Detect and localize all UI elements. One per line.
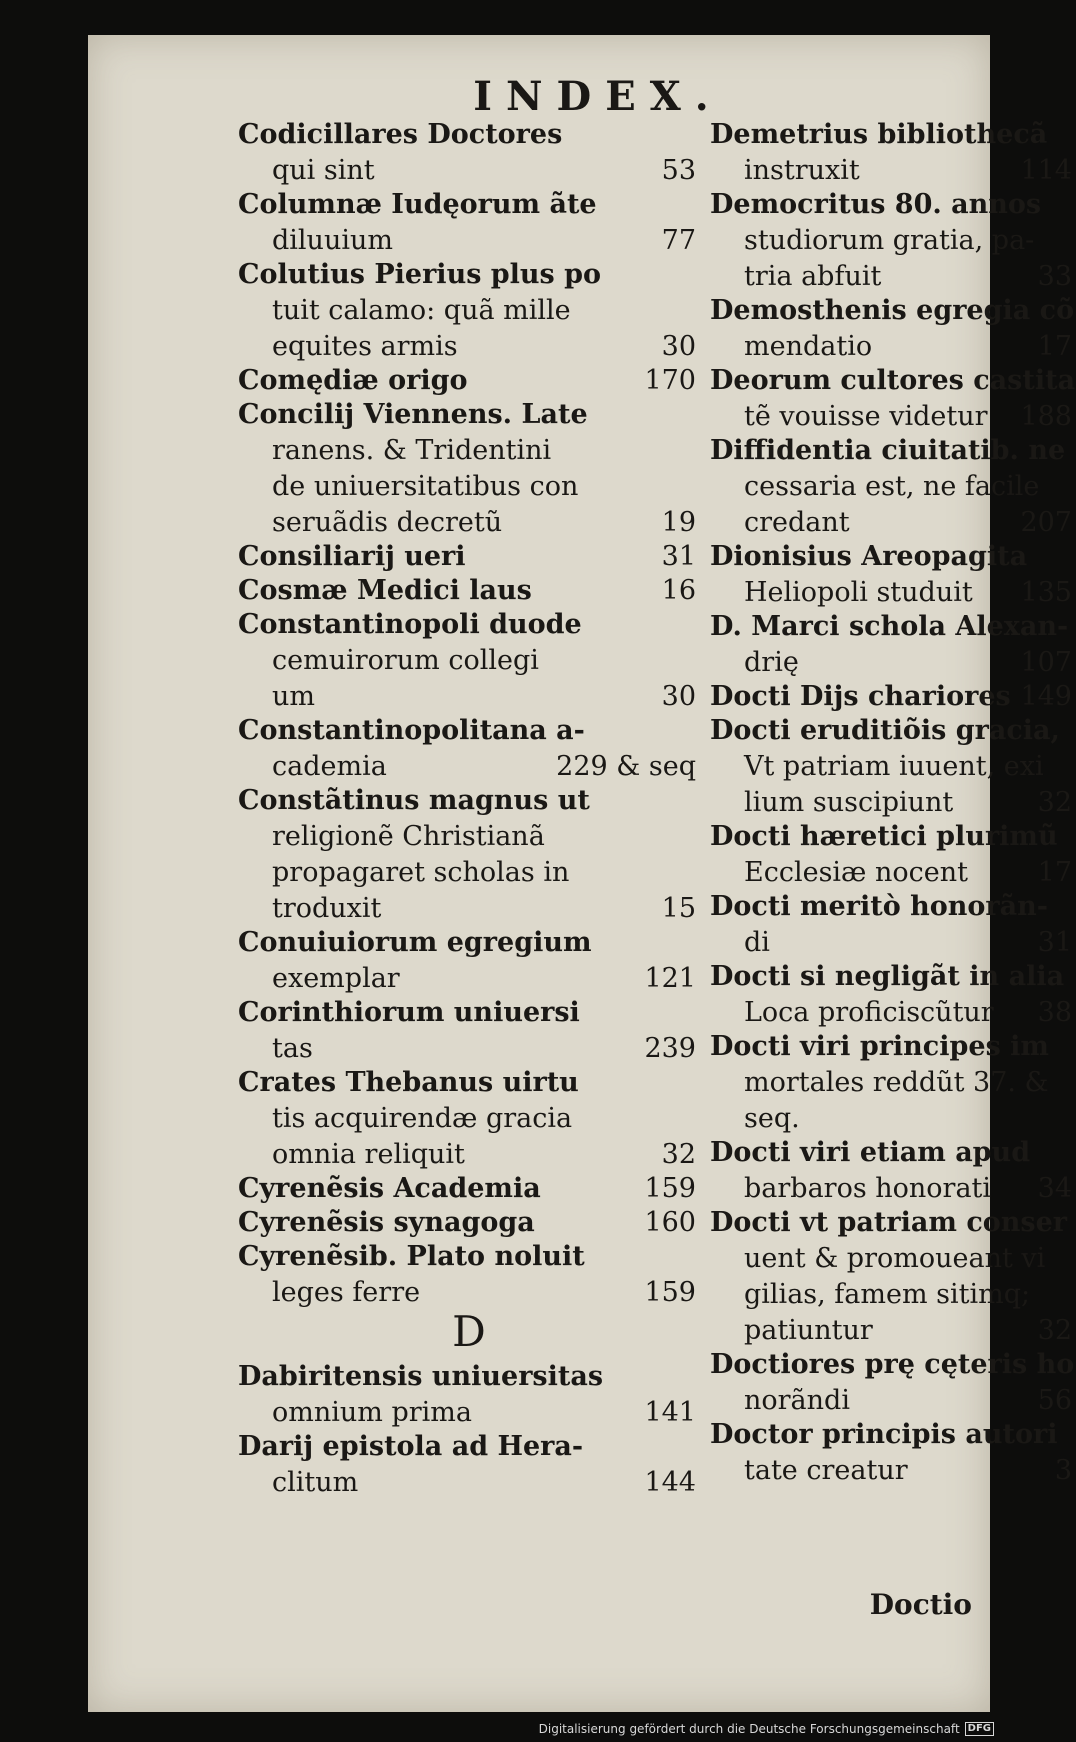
entry-text: seruãdis decretũ xyxy=(272,507,503,538)
entry-page-number: 159 xyxy=(644,1173,696,1204)
entry-text: Colutius Pierius plus po xyxy=(238,259,602,290)
entry-text: norãndi xyxy=(744,1385,850,1416)
entry-continuation-line xyxy=(710,1171,1076,1207)
entry-text: Docti Dijs chariores xyxy=(710,681,1011,712)
entry-text: Docti viri principes im xyxy=(710,1031,1049,1062)
entry-page-number: 32 xyxy=(1037,1315,1072,1346)
index-entry xyxy=(238,397,700,541)
entry-text: Docti vt patriam conser xyxy=(710,1207,1068,1238)
entry-text: drię xyxy=(744,647,799,678)
entry-text: omnia reliquit xyxy=(272,1139,465,1170)
entry-page-number: 114 xyxy=(1020,155,1072,186)
index-entry xyxy=(710,293,1076,365)
catchword: Doctio xyxy=(869,1588,972,1621)
entry-text: Democritus 80. annos xyxy=(710,189,1042,220)
entry-text: Darij epistola ad Hera- xyxy=(238,1431,584,1462)
entry-continuation-line xyxy=(710,1065,1076,1101)
entry-continuation-line xyxy=(710,153,1076,189)
entry-page-number: 30 xyxy=(661,681,696,712)
entry-text: D. Marci schola Alexan- xyxy=(710,611,1069,642)
entry-text: cademia xyxy=(272,751,387,782)
entry-page-number: 160 xyxy=(644,1207,696,1238)
entry-page-number: 17 xyxy=(1037,331,1072,362)
entry-headword-line xyxy=(710,1417,1076,1453)
entry-text: cemuirorum collegi xyxy=(272,645,539,676)
entry-text: instruxit xyxy=(744,155,860,186)
entry-headword-line xyxy=(710,433,1076,469)
entry-page-number: 239 xyxy=(644,1033,696,1064)
entry-headword-line xyxy=(710,1347,1076,1383)
index-entry xyxy=(238,925,700,997)
entry-text: uent & promoueant vi xyxy=(744,1243,1046,1274)
entry-continuation-line xyxy=(710,925,1076,961)
entry-headword-line xyxy=(238,187,700,223)
entry-headword-line xyxy=(238,1359,700,1395)
entry-text: studiorum gratia, pa- xyxy=(744,225,1035,256)
entry-text: patiuntur xyxy=(744,1315,873,1346)
entry-text: Deorum cultores castita xyxy=(710,365,1076,396)
entry-text: Cyrenẽsib. Plato noluit xyxy=(238,1241,585,1272)
entry-continuation-line xyxy=(710,575,1076,611)
entry-text: Codicillares Doctores xyxy=(238,119,563,150)
entry-continuation-line xyxy=(238,1101,700,1137)
entry-page-number: 135 xyxy=(1020,577,1072,608)
entry-text: Docti meritò honorãn- xyxy=(710,891,1048,922)
entry-continuation-line xyxy=(710,749,1076,785)
entry-text: lium suscipiunt xyxy=(744,787,954,818)
index-entry xyxy=(238,607,700,715)
index-entry xyxy=(710,1347,1076,1419)
entry-text: gilias, famem sitimq; xyxy=(744,1279,1031,1310)
entry-text: Demosthenis egregia cõ xyxy=(710,295,1075,326)
entry-text: Consiliarij ueri xyxy=(238,541,466,572)
entry-continuation-line xyxy=(238,1275,700,1311)
entry-page-number: 30 xyxy=(661,331,696,362)
entry-text: ranens. & Tridentini xyxy=(272,435,552,466)
entry-text: Demetrius bibliothecã xyxy=(710,119,1048,150)
entry-page-number: 56 xyxy=(1037,1385,1072,1416)
entry-headword-line xyxy=(710,959,1076,995)
entry-headword-line xyxy=(238,1429,700,1465)
entry-text: de uniuersitatibus con xyxy=(272,471,579,502)
entry-text: Cyrenẽsis synagoga xyxy=(238,1207,535,1238)
entry-headword-line xyxy=(238,117,700,153)
entry-text: Corinthiorum uniuersi xyxy=(238,997,580,1028)
entry-continuation-line xyxy=(238,891,700,927)
entry-continuation-line xyxy=(710,1383,1076,1419)
entry-text: mortales reddũt 37. & xyxy=(744,1067,1049,1098)
entry-text: tas xyxy=(272,1033,313,1064)
entry-text: Docti si negligãt in alia xyxy=(710,961,1065,992)
entry-headword-line xyxy=(238,363,700,399)
index-entry xyxy=(238,1171,700,1207)
entry-continuation-line xyxy=(238,819,700,855)
dfg-logo: DFG xyxy=(965,1722,994,1736)
entry-page-number: 15 xyxy=(661,893,696,924)
entry-page-number: 16 xyxy=(661,575,696,606)
entry-text: Vt patriam iuuent, exi xyxy=(744,751,1044,782)
entry-page-number: 207 xyxy=(1020,507,1072,538)
entry-continuation-line xyxy=(710,259,1076,295)
entry-text: Comędiæ origo xyxy=(238,365,468,396)
entry-continuation-line xyxy=(710,1241,1076,1277)
entry-text: leges ferre xyxy=(272,1277,421,1308)
index-entry xyxy=(238,1205,700,1241)
entry-continuation-line xyxy=(238,329,700,365)
index-entry xyxy=(710,1029,1076,1137)
entry-continuation-line xyxy=(238,643,700,679)
entry-headword-line xyxy=(238,1239,700,1275)
entry-headword-line xyxy=(238,397,700,433)
entry-text: Doctor principis autori xyxy=(710,1419,1058,1450)
entry-continuation-line xyxy=(238,749,700,785)
entry-headword-line xyxy=(238,573,700,609)
entry-headword-line xyxy=(710,1205,1076,1241)
entry-continuation-line xyxy=(238,1465,700,1501)
index-entry xyxy=(710,713,1076,821)
index-entry xyxy=(238,187,700,259)
entry-page-number: 32 xyxy=(1037,787,1072,818)
entry-text: Concilij Viennens. Late xyxy=(238,399,588,430)
entry-text: tis acquirendæ gracia xyxy=(272,1103,573,1134)
entry-text: di xyxy=(744,927,770,958)
entry-text: Docti viri etiam apud xyxy=(710,1137,1031,1168)
entry-continuation-line xyxy=(238,961,700,997)
index-entry xyxy=(710,117,1076,189)
entry-text: Dabiritensis uniuersitas xyxy=(238,1361,604,1392)
index-entry xyxy=(710,363,1076,435)
index-entry xyxy=(238,257,700,365)
entry-continuation-line xyxy=(710,329,1076,365)
entry-headword-line xyxy=(710,187,1076,223)
entry-headword-line xyxy=(238,1065,700,1101)
entry-headword-line xyxy=(710,363,1076,399)
entry-page-number: 188 xyxy=(1020,401,1072,432)
entry-headword-line xyxy=(238,607,700,643)
entry-text: Heliopoli studuit xyxy=(744,577,973,608)
entry-text: equites armis xyxy=(272,331,458,362)
entry-text: troduxit xyxy=(272,893,382,924)
entry-page-number: 170 xyxy=(644,365,696,396)
entry-page-number: 107 xyxy=(1020,647,1072,678)
entry-page-number: 38 xyxy=(1037,997,1072,1028)
index-entry xyxy=(710,433,1076,541)
entry-headword-line xyxy=(238,539,700,575)
index-entry xyxy=(710,1417,1076,1489)
entry-continuation-line xyxy=(710,645,1076,681)
entry-page-number: 17 xyxy=(1037,857,1072,888)
entry-headword-line xyxy=(238,713,700,749)
entry-text: Docti eruditiõis gracia, xyxy=(710,715,1060,746)
index-entry xyxy=(710,819,1076,891)
index-entry xyxy=(238,573,700,609)
entry-text: religionẽ Christianã xyxy=(272,821,545,852)
entry-continuation-line xyxy=(710,785,1076,821)
entry-headword-line xyxy=(238,995,700,1031)
entry-continuation-line xyxy=(710,995,1076,1031)
entry-continuation-line xyxy=(710,1313,1076,1349)
entry-text: Dionisius Areopagita xyxy=(710,541,1028,572)
index-entry xyxy=(710,609,1076,681)
index-entry xyxy=(238,1429,700,1501)
entry-text: cessaria est, ne facile xyxy=(744,471,1040,502)
entry-headword-line xyxy=(710,679,1076,715)
entry-text: credant xyxy=(744,507,850,538)
entry-page-number: 19 xyxy=(661,507,696,538)
entry-continuation-line xyxy=(710,505,1076,541)
entry-text: exemplar xyxy=(272,963,400,994)
entry-text: tẽ vouisse videtur xyxy=(744,401,988,432)
entry-continuation-line xyxy=(710,1101,1076,1137)
index-entry xyxy=(238,117,700,189)
page-title: INDEX. xyxy=(473,73,723,120)
index-entry xyxy=(238,995,700,1067)
entry-continuation-line xyxy=(710,399,1076,435)
index-entry xyxy=(710,679,1076,715)
entry-page-number: 3 xyxy=(1054,1455,1072,1486)
entry-page-number: 34 xyxy=(1037,1173,1072,1204)
entry-page-number: 77 xyxy=(661,225,696,256)
entry-continuation-line xyxy=(710,469,1076,505)
index-entry xyxy=(710,539,1076,611)
index-entry xyxy=(710,1205,1076,1349)
entry-continuation-line xyxy=(238,223,700,259)
entry-headword-line xyxy=(710,1029,1076,1065)
index-entry xyxy=(238,1359,700,1431)
entry-text: Ecclesiæ nocent xyxy=(744,857,969,888)
entry-text: tate creatur xyxy=(744,1455,908,1486)
entry-headword-line xyxy=(238,1205,700,1241)
entry-continuation-line xyxy=(238,433,700,469)
index-entry xyxy=(238,713,700,785)
entry-page-number: 31 xyxy=(1037,927,1072,958)
funding-note: Digitalisierung gefördert durch die Deutsche Forschungsgemeinschaft xyxy=(538,1722,960,1736)
entry-headword-line xyxy=(710,713,1076,749)
entry-page-number: 121 xyxy=(644,963,696,994)
entry-text: Constantinopolitana a- xyxy=(238,715,585,746)
entry-headword-line xyxy=(710,609,1076,645)
entry-continuation-line xyxy=(238,1395,700,1431)
entry-headword-line xyxy=(710,539,1076,575)
entry-text: Diffidentia ciuitatib. ne xyxy=(710,435,1066,466)
entry-continuation-line xyxy=(710,855,1076,891)
entry-text: clitum xyxy=(272,1467,359,1498)
entry-page-number: 31 xyxy=(661,541,696,572)
index-entry xyxy=(710,959,1076,1031)
entry-headword-line xyxy=(710,117,1076,153)
entry-text: Doctiores prę cęteris ho xyxy=(710,1349,1075,1380)
funding-footer xyxy=(539,1722,994,1736)
entry-page-number: 229 & seq xyxy=(556,751,696,782)
section-letter: D xyxy=(452,1307,486,1356)
entry-text: qui sint xyxy=(272,155,375,186)
entry-continuation-line xyxy=(238,1137,700,1173)
entry-page-number: 141 xyxy=(644,1397,696,1428)
entry-continuation-line xyxy=(238,855,700,891)
entry-text: diluuium xyxy=(272,225,393,256)
entry-text: barbaros honorati xyxy=(744,1173,992,1204)
entry-text: Constantinopoli duode xyxy=(238,609,582,640)
entry-continuation-line xyxy=(238,1031,700,1067)
entry-headword-line xyxy=(238,925,700,961)
entry-continuation-line xyxy=(238,153,700,189)
entry-text: tria abfuit xyxy=(744,261,882,292)
entry-headword-line xyxy=(710,1135,1076,1171)
entry-text: seq. xyxy=(744,1103,800,1134)
entry-text: mendatio xyxy=(744,331,873,362)
entry-headword-line xyxy=(238,1171,700,1207)
index-entry xyxy=(710,889,1076,961)
entry-text: propagaret scholas in xyxy=(272,857,570,888)
entry-continuation-line xyxy=(238,505,700,541)
entry-continuation-line xyxy=(710,1277,1076,1313)
entry-headword-line xyxy=(710,819,1076,855)
index-entry xyxy=(238,539,700,575)
entry-text: Constãtinus magnus ut xyxy=(238,785,590,816)
entry-headword-line xyxy=(710,293,1076,329)
entry-page-number: 53 xyxy=(661,155,696,186)
entry-text: Crates Thebanus uirtu xyxy=(238,1067,579,1098)
entry-page-number: 32 xyxy=(661,1139,696,1170)
entry-headword-line xyxy=(238,783,700,819)
entry-continuation-line xyxy=(710,223,1076,259)
entry-text: Conuiuiorum egregium xyxy=(238,927,592,958)
entry-text: Cosmæ Medici laus xyxy=(238,575,532,606)
entry-page-number: 144 xyxy=(644,1467,696,1498)
index-entry xyxy=(238,783,700,927)
entry-continuation-line xyxy=(710,1453,1076,1489)
entry-continuation-line xyxy=(238,679,700,715)
index-entry xyxy=(238,363,700,399)
entry-text: Docti hæretici plurimũ xyxy=(710,821,1058,852)
index-entry xyxy=(710,1135,1076,1207)
entry-page-number: 33 xyxy=(1037,261,1072,292)
entry-headword-line xyxy=(710,889,1076,925)
index-entry xyxy=(710,187,1076,295)
entry-text: Columnæ Iudęorum ãte xyxy=(238,189,597,220)
entry-headword-line xyxy=(238,257,700,293)
index-entry xyxy=(238,1065,700,1173)
entry-continuation-line xyxy=(238,293,700,329)
entry-continuation-line xyxy=(238,469,700,505)
entry-page-number: 159 xyxy=(644,1277,696,1308)
book-page xyxy=(88,35,1076,1712)
entry-page-number: 149 xyxy=(1020,681,1072,712)
entry-text: um xyxy=(272,681,315,712)
entry-text: Cyrenẽsis Academia xyxy=(238,1173,541,1204)
entry-text: tuit calamo: quã mille xyxy=(272,295,571,326)
entry-text: Loca proficiscũtur xyxy=(744,997,994,1028)
index-entry xyxy=(238,1239,700,1311)
entry-text: omnium prima xyxy=(272,1397,472,1428)
